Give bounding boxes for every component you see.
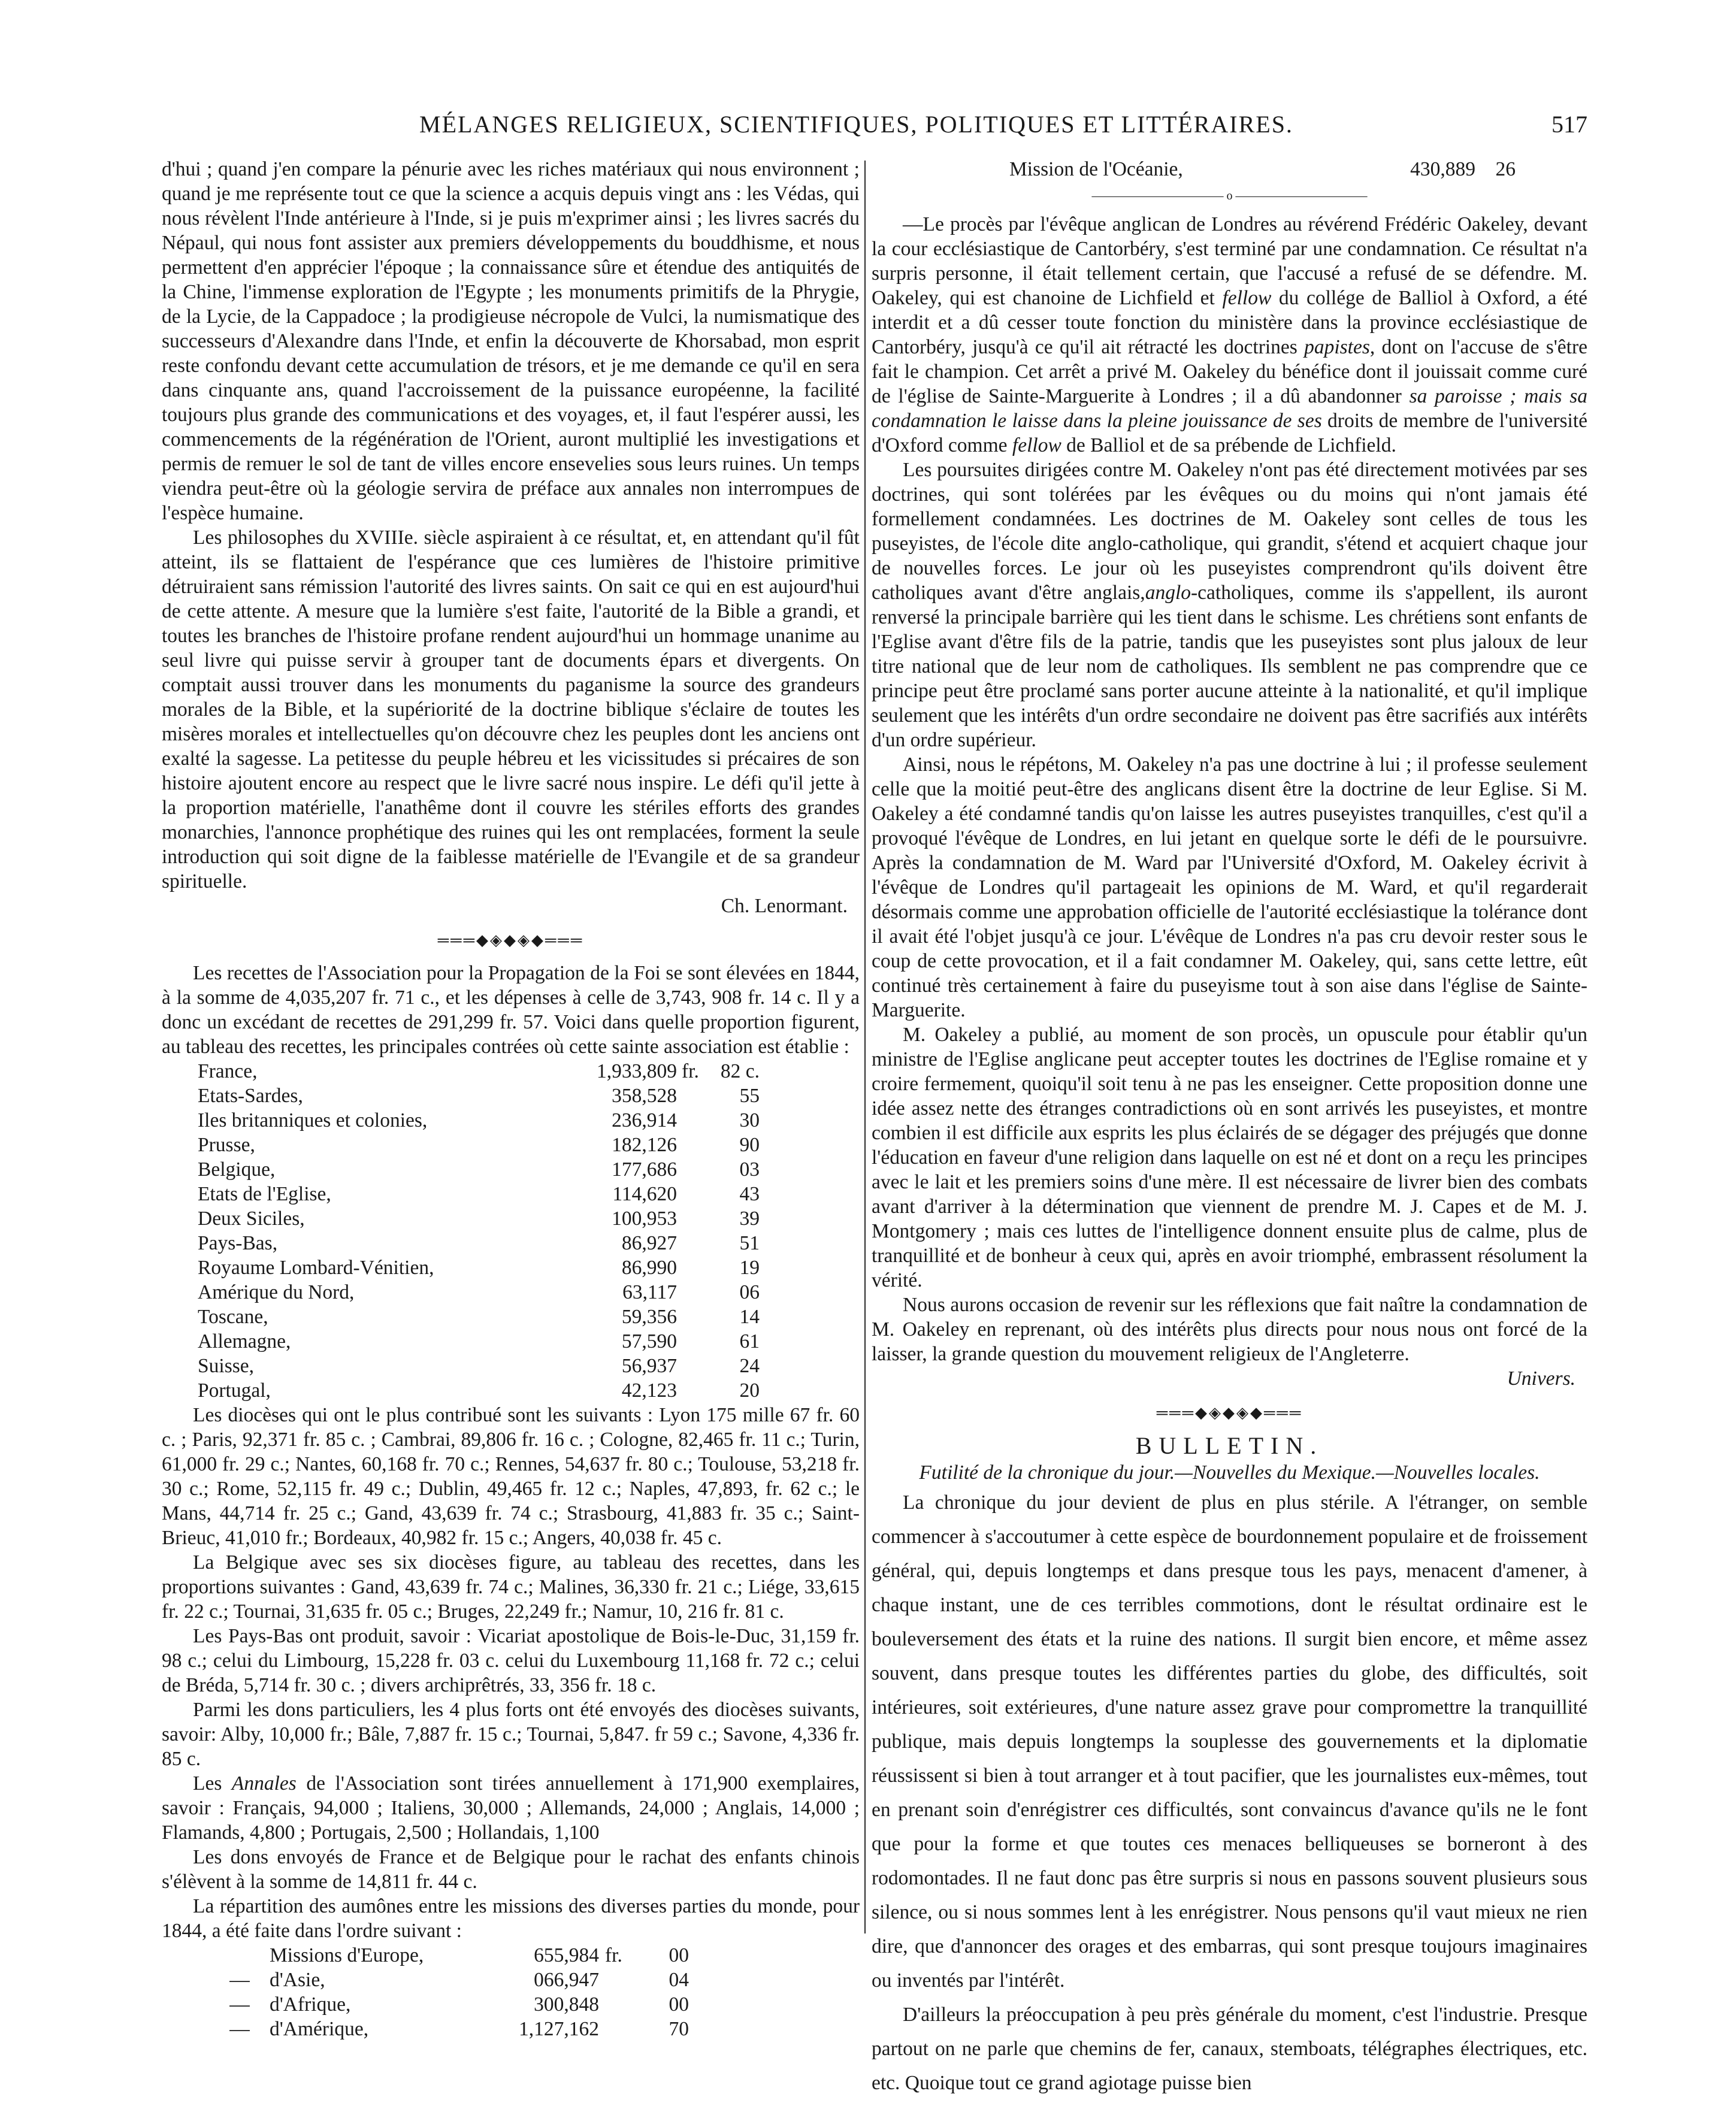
cents-value: 03 [739,1158,760,1181]
text-run: du collége de Balliol à Oxford, a été interdit et a dû cesser toute fonction du ministère dans la province ecclésiastique de Cantorbéry, jusqu'à ce qu'il ait rétracté les doctrines [872,287,1587,358]
italic-paroisse: sa paroisse ; mais sa condamnation le laisse dans la pleine jouissance de ses [872,385,1587,432]
bulletin-paragraph-2: D'ailleurs la préoccupation à peu près générale du moment, c'est l'industrie. Presque partout on ne parle que chemins de fer, canaux, stemboats, télégraphes électriques, etc. etc. Quoique tout ce grand agiotage puisse bien [872,2004,1587,2094]
oceanie-label: Mission de l'Océanie, [1009,158,1183,180]
amount-value: 86,990 [621,1257,677,1279]
text-run: —Le procès par l'évêque anglican de Londres au révérend Frédéric Oakeley, devant la cour ecclésiastique de Cantorbéry, s'est terminé par une condamnation. Ce résultat n'a surpris personne, il était tellement certain, que l'accusé a refusé de se défendre. M. Oakeley, qui est chanoine de Lichfield et [872,213,1587,309]
annales-pre: Les [193,1772,232,1795]
text-run: de Balliol et de sa prébende de Lichfield. [1061,434,1396,456]
cents-value: 00 [669,1993,689,2016]
text-run: , dont on l'accuse de s'être fait le champion. Cet arrêt a privé M. Oakeley du bénéfice dont il jouissait comme curé de l'église de Sainte-Marguerite à Londres ; il a dû abandonner [872,336,1587,407]
source-signature-univers [872,1366,1587,1391]
mission-label: d'Asie, [270,1969,325,1991]
amount-value: 114,620 [612,1183,677,1205]
italic-fellow: fellow [1222,287,1272,309]
mission-label: d'Afrique, [270,1993,351,2016]
column-divider [864,161,866,1933]
country-name: Toscane, [198,1306,268,1328]
currency-unit: fr. [682,1060,699,1082]
currency-unit [677,1133,712,1157]
annales-post: de l'Association sont tirées annuellement à 171,900 exemplaires, savoir : Français, 94,000 ; Italiens, 30,000 ; Allemands, 24,000 ; Anglais, 14,000 ; Flamands, 4,800 ; Portugais, 2,500 ; Hollandais, 1,100 [162,1772,860,1844]
cents-value: 43 [739,1183,760,1205]
italic-papistes: papistes [1304,336,1370,358]
dioceses-paragraph: Les diocèses qui ont le plus contribué sont les suivants : Lyon 175 mille 67 fr. 60 c. ; Paris, 92,371 fr. 85 c. ; Cambrai, 89,806 fr. 16 c. ; Cologne, 82,465 fr. 11 c.; Turin, 61,000 fr. 29 c.; Nantes, 60,168 fr. 70 c.; Rennes, 54,637 fr. 80 c.; Toulouse, 53,218 fr. 30 c.; Rome, 52,115 fr. 49 c.; Dublin, 49,465 fr. 12 c.; Naples, 47,893, fr. 62 c.; le Mans, 44,714 fr. 25 c.; Gand, 43,639 fr. 74 c.; Strasbourg, 41,883 fr. 35 c.; Saint-Brieuc, 41,010 fr.; Bordeaux, 40,982 fr. 15 c.; Angers, 40,038 fr. 45 c. [162,1404,860,1549]
amount-value: 300,848 [534,1993,599,2016]
ditto-dash: — [229,1969,250,1991]
ainsi-paragraph: Ainsi, nous le répétons, M. Oakeley n'a pas une doctrine à lui ; il professe seulement celle que la moitié peut-être des anglicans disent être la doctrine de leur Eglise. Si M. Oakeley a été condamné tandis qu'on laisse les autres puseyistes tranquilles, c'est qu'il a provoqué l'évêque de Londres, en lui jetant en quelque sorte le défi de le poursuivre. Après la condamnation de M. Ward par l'Université d'Oxford, M. Oakeley écrivit à l'évêque de Londres qu'il partageait les opinions de M. Ward, et qu'il regarderait désormais comme une approbation officielle de l'autorité ecclésiastique la tolérance dont il avait été l'objet jusqu'à ce jour. L'évêque de Londres n'a pas cru devoir rester sous le coup de cette provocation, et il a fait condamner M. Oakeley, qui, sans cette lettre, eût continué très certainement à faire du puseyisme tout à son aise dans l'église de Sainte-Marguerite. [872,754,1587,1021]
receipts-row [198,1157,760,1182]
oceanie-amount-value: 430,889 [1410,158,1475,180]
page-header [162,105,1587,147]
cents-value: 55 [739,1085,760,1107]
text-run: Les poursuites dirigées contre M. Oakeley n'ont pas été directement motivées par ses doctrines, qui sont tolérées par les évêques ou du moins qui n'ont jamais été formellement condamnées. Les doctrines de M. Oakeley sont celles de tous les puseyistes, de l'école dite anglo-catholique, qui grandit, s'étend et acquiert chaque jour de nouvelles forces. Le jour où les puseyistes comprendront qu'ils doivent être catholiques avant d'être anglais, [872,459,1587,604]
cents-value: 04 [669,1969,689,1991]
bulletin-heading: BULLETIN. [1135,1432,1324,1459]
opuscule-paragraph: M. Oakeley a publié, au moment de son procès, un opuscule pour établir qu'un ministre de l'Eglise anglicane peut accepter toutes les doctrines de l'Eglise romaine et y croire fermement, quoiqu'il soit tenu à ne pas les enseigner. Cette proposition donne une idée assez nette des étranges contradictions où en sont arrivés les puseyistes, et montre combien il est difficile aux esprits les plus éclairés de se dégager des préjugés que donne l'éducation en faveur d'une religion dans laquelle on est né et dont on a reçu les principes avec le lait et les premiers soins d'une mère. Il est nécessaire de livrer bien des combats avant d'arriver à la détermination que viennent de prendre M. J. Capes et de M. J. Montgomery ; mais ces luttes de l'intelligence donnent ensuite plus de calme, plus de tranquillité et de bonheur à ceux qui, après en avoir triomphé, embrassent résolument la vérité. [872,1024,1587,1291]
oceanie-amount [1410,157,1516,181]
currency-unit [677,1378,712,1403]
ditto-dash: — [229,2018,250,2040]
currency-unit [677,1108,712,1133]
currency-unit [677,1206,712,1231]
country-name: France, [198,1060,258,1082]
currency-unit [677,1305,712,1329]
receipts-row [198,1305,760,1329]
currency-unit [677,1280,712,1305]
propagation-foi-intro: Les recettes de l'Association pour la Propagation de la Foi se sont élevées en 1844, à la somme de 4,035,207 fr. 71 c., et les dépenses à celle de 3,743, 908 fr. 14 c. Il y a donc un excédant de recettes de 291,299 fr. 57. Voici dans quelle proportion figurent, au tableau des recettes, les principales contrées où cette sainte association est établie : [162,962,860,1058]
country-name: Etats-Sardes, [198,1085,303,1107]
poursuites-paragraph [872,458,1587,752]
amount-value: 1,933,809 [597,1060,677,1082]
amount-value: 358,528 [612,1085,677,1107]
left-column [162,157,860,2041]
cents-value: 61 [739,1330,760,1352]
receipts-row [198,1133,760,1157]
mission-label: Missions d'Europe, [270,1944,424,1966]
country-name: Deux Siciles, [198,1208,305,1230]
missions-row [210,1992,689,2017]
amount-value: 57,590 [621,1330,677,1352]
text-run: droits de membre de l'université d'Oxford comme [872,410,1587,456]
amount-value: 177,686 [612,1158,677,1181]
currency-unit [599,2017,641,2041]
lenormant-article-continuation: d'hui ; quand j'en compare la pénurie avec les riches matériaux qui nous environnent ; quand je me représente tout ce que la science a acquis depuis vingt ans : les Védas, qui nous révèlent l'Inde antérieure à l'Inde, si je puis m'exprimer ainsi ; les livres sacrés du Népaul, qui nous font assister aux premiers développements du bouddhisme, et nous permettent d'en apprécier l'époque ; la connaissance sûre et étendue des antiquités de la Chine, l'immense exploration de l'Egypte ; les monuments primitifs de la Phrygie, de la Lycie, de la Cappadoce ; la prodigieuse nécropole de Vulci, la numismatique des successeurs d'Alexandre dans l'Inde, et enfin la découverte de Khorsabad, mon esprit reste confondu devant cette accumulation de trésors, et je me demande ce qu'il en sera dans cinquante ans, quand l'accroissement de la puissance européenne, la facilité toujours plus grande des communications et des voyages, et, il faut l'espérer aussi, les commencements de la régénération de l'Orient, auront multiplié les investigations et permis de remuer le sol de tant de villes encore ensevelies sous leurs ruines. Un temps viendra peut-être où la géologie servira de préface aux annales non interrompues de l'espèce humaine. [162,158,860,524]
receipts-row [198,1378,760,1403]
cents-value: 06 [739,1281,760,1303]
amount-value: 63,117 [622,1281,677,1303]
amount-value: 100,953 [612,1208,677,1230]
currency-unit [599,1968,641,1992]
receipts-row [198,1280,760,1305]
currency-unit [677,1182,712,1206]
country-name: Suisse, [198,1355,255,1377]
amount-value: 066,947 [534,1969,599,1991]
receipts-row [198,1108,760,1133]
currency-unit [677,1157,712,1182]
missions-row [210,2017,689,2041]
cents-value: 30 [739,1109,760,1131]
cents-value: 20 [739,1379,760,1402]
page-number: 517 [1551,111,1587,138]
cents-value: 70 [669,2018,689,2040]
currency-unit [599,1992,641,2017]
philosophes-paragraph: Les philosophes du XVIIIe. siècle aspiraient à ce résultat, et, en attendant qu'il fût atteint, ils se flattaient de l'espérance que ces lumières de l'histoire primitive détruiraient sans rémission l'autorité des livres saints. On sait ce qui en est aujourd'hui de cette attente. A mesure que la lumière s'est faite, l'autorité de la Bible a grandi, et toutes les branches de l'histoire profane rendent aujourd'hui un hommage unanime au seul livre qui puisse servir à grouper tant de documents épars et divergents. On comptait aussi trouver dans les monuments du paganisme la source des grandeurs morales de la Bible, et la supériorité de la doctrine biblique s'éclaire de toutes les misères morales et intellectuelles qu'on découvre chez les peuples dont les anciens ont exalté la sagesse. La petitesse du peuple hébreu et les vicissitudes si précaires de son histoire ajoutent encore au respect que le livre sacré nous inspire. Le défi qu'il jette à la proportion matérielle, l'anathême dont il couvre les stériles efforts des grandes monarchies, l'annonce prophétique des ruines qui les ont remplacées, forment la seule introduction qui soit digne de la faiblesse matérielle de l'Evangile et de sa grandeur spirituelle. [162,526,860,892]
amount-value: 655,984 [534,1944,599,1966]
receipts-row [198,1231,760,1255]
annales-paragraph [162,1771,860,1845]
oceanie-row [872,157,1587,181]
ditto-dash [210,1943,270,1968]
country-name: Amérique du Nord, [198,1281,355,1303]
amount-value: 86,927 [621,1232,677,1254]
currency-unit [677,1255,712,1280]
cents-value: 00 [669,1944,689,1966]
enfants-chinois-paragraph: Les dons envoyés de France et de Belgique pour le rachat des enfants chinois s'élèvent à la somme de 14,811 fr. 44 c. [162,1846,860,1893]
missions-row [210,1968,689,1992]
cents-value: 82 c. [720,1060,760,1082]
amount-value: 42,123 [621,1379,677,1402]
bulletin-paragraph-1: La chronique du jour devient de plus en plus stérile. A l'étranger, on semble commencer à s'accoutumer à cette espèce de bourdonnement populaire et de froissement général, qui, depuis longtemps et dans presque tous les pays, menacent d'amener, à chaque instant, une de ces terribles commotions, dont le résultat ordinaire est le bouleversement des états et la ruine des nations. Il surgit bien encore, et même assez souvent, dans presque toutes les différentes parties du globe, des difficultés, soit intérieures, soit extérieures, d'une nature assez grave pour compromettre la tranquillité publique, mais depuis longtemps la souplesse des gouvernements et la diplomatie réussissent si bien à tout arranger et à tout pacifier, que les journalistes eux-mêmes, tout en prenant soin d'enrégistrer ces difficultés, sont convaincus d'avance qu'ils ne le font que pour la forme et que toutes ces menaces belliqueuses se borneront à des rodomontades. Il ne faut donc pas être surpris si nous en passons souvent plusieurs sous silence, ou si nous sommes lent à les enrégistrer. Nous pensons qu'il vaut mieux ne rien dire, que d'annoncer des orages et des embarras, qui sont presque toujours imaginaires ou inventés par l'intérêt. [872,1491,1587,1992]
currency-unit [677,1354,712,1378]
cents-value: 90 [739,1134,760,1156]
cents-value: 24 [739,1355,760,1377]
country-name: Portugal, [198,1379,271,1402]
text-run: -catholiques, comme ils s'appellent, ils auront renversé la principale barrière qui les tient dans le schisme. Les chrétiens sont enfants de l'Eglise avant d'être fils de la patrie, tandis que les puseyistes sont plus jaloux de leur titre national que de leur nom de catholiques. Ils semblent ne pas comprendre que ce principe peut être proclamé sans porter aucune atteinte à la nationalité, et qu'il implique seulement que les intérêts d'un ordre secondaire ne doivent pas être sacrifiés aux intérêts d'un ordre supérieur. [872,582,1587,751]
country-name: Allemagne, [198,1330,291,1352]
mission-label: d'Amérique, [270,2018,369,2040]
currency-unit: fr. [605,1944,622,1966]
amount-value: 236,914 [612,1109,677,1131]
belgique-paragraph: La Belgique avec ses six diocèses figure, au tableau des recettes, dans les proportions suivantes : Gand, 43,639 fr. 74 c.; Malines, 36,330 fr. 21 c.; Liége, 33,615 fr. 22 c.; Tournai, 31,635 fr. 05 c.; Bruges, 22,249 fr.; Namur, 10, 216 fr. 81 c. [162,1551,860,1623]
ditto-dash: — [229,1993,250,2016]
receipts-row [198,1182,760,1206]
receipts-row [198,1206,760,1231]
country-name: Belgique, [198,1158,276,1181]
receipts-row [198,1059,760,1084]
conclusion-paragraph: Nous aurons occasion de revenir sur les réflexions que fait naître la condamnation de M. Oakeley en reprenant, où des intérêts plus directs pour nous nous ont forcé de la laisser, la grande question du mouvement religieux de l'Angleterre. [872,1294,1587,1365]
amount-value: 59,356 [621,1306,677,1328]
amount-value: 1,127,162 [519,2018,599,2040]
oceanie-cents: 26 [1495,158,1516,180]
amount-value: 56,937 [621,1355,677,1377]
repartition-paragraph: La répartition des aumônes entre les missions des diverses parties du monde, pour 1844, a été faite dans l'ordre suivant : [162,1895,860,1942]
section-ornament: ═══◆◈◆◈◆═══ [437,931,584,949]
italic-fellow: fellow [1012,434,1061,456]
missions-table [210,1943,689,2041]
author-signature-lenormant: Ch. Lenormant. [721,895,848,917]
amount-value: 182,126 [612,1134,677,1156]
country-name: Prusse, [198,1134,255,1156]
receipts-row [198,1255,760,1280]
currency-unit [677,1329,712,1354]
missions-row [210,1943,689,1968]
cents-value: 19 [739,1257,760,1279]
signature-text: Univers. [1507,1367,1575,1390]
country-name: Pays-Bas, [198,1232,278,1254]
receipts-row [198,1084,760,1108]
running-title: MÉLANGES RELIGIEUX, SCIENTIFIQUES, POLITIQUES ET LITTÉRAIRES. [419,111,1293,138]
pays-bas-paragraph: Les Pays-Bas ont produit, savoir : Vicariat apostolique de Bois-le-Duc, 31,159 fr. 98 c.; celui du Limbourg, 15,228 fr. 03 c. celui du Luxembourg 11,168 fr. 72 c.; celui de Bréda, 5,714 fr. 30 c. ; divers archiprêtrés, 33, 356 fr. 18 c. [162,1625,860,1696]
bulletin-ornament: ═══◆◈◆◈◆═══ [1156,1404,1303,1421]
italic-anglo: anglo [1145,582,1191,604]
country-name: Royaume Lombard-Vénitien, [198,1257,434,1279]
receipts-row [198,1329,760,1354]
cents-value: 39 [739,1208,760,1230]
bulletin-subheading: Futilité de la chronique du jour.—Nouvelles du Mexique.—Nouvelles locales. [919,1462,1540,1484]
receipts-table [198,1059,760,1403]
country-name: Etats de l'Eglise, [198,1183,331,1205]
country-name: Iles britanniques et colonies, [198,1109,428,1131]
cents-value: 14 [739,1306,760,1328]
dons-particuliers-paragraph: Parmi les dons particuliers, les 4 plus forts ont été envoyés des diocèses suivants, savoir: Alby, 10,000 fr.; Bâle, 7,887 fr. 15 c.; Tournai, 5,847. fr 59 c.; Savone, 4,336 fr. 85 c. [162,1699,860,1770]
currency-unit [677,1231,712,1255]
cents-value: 51 [739,1232,760,1254]
oakeley-proces-paragraph [872,212,1587,458]
receipts-row [198,1354,760,1378]
section-rule: ——————————— o ——————————— [1091,189,1368,202]
currency-unit [677,1084,712,1108]
right-column [872,157,1587,2100]
annales-title: Annales [231,1772,297,1795]
